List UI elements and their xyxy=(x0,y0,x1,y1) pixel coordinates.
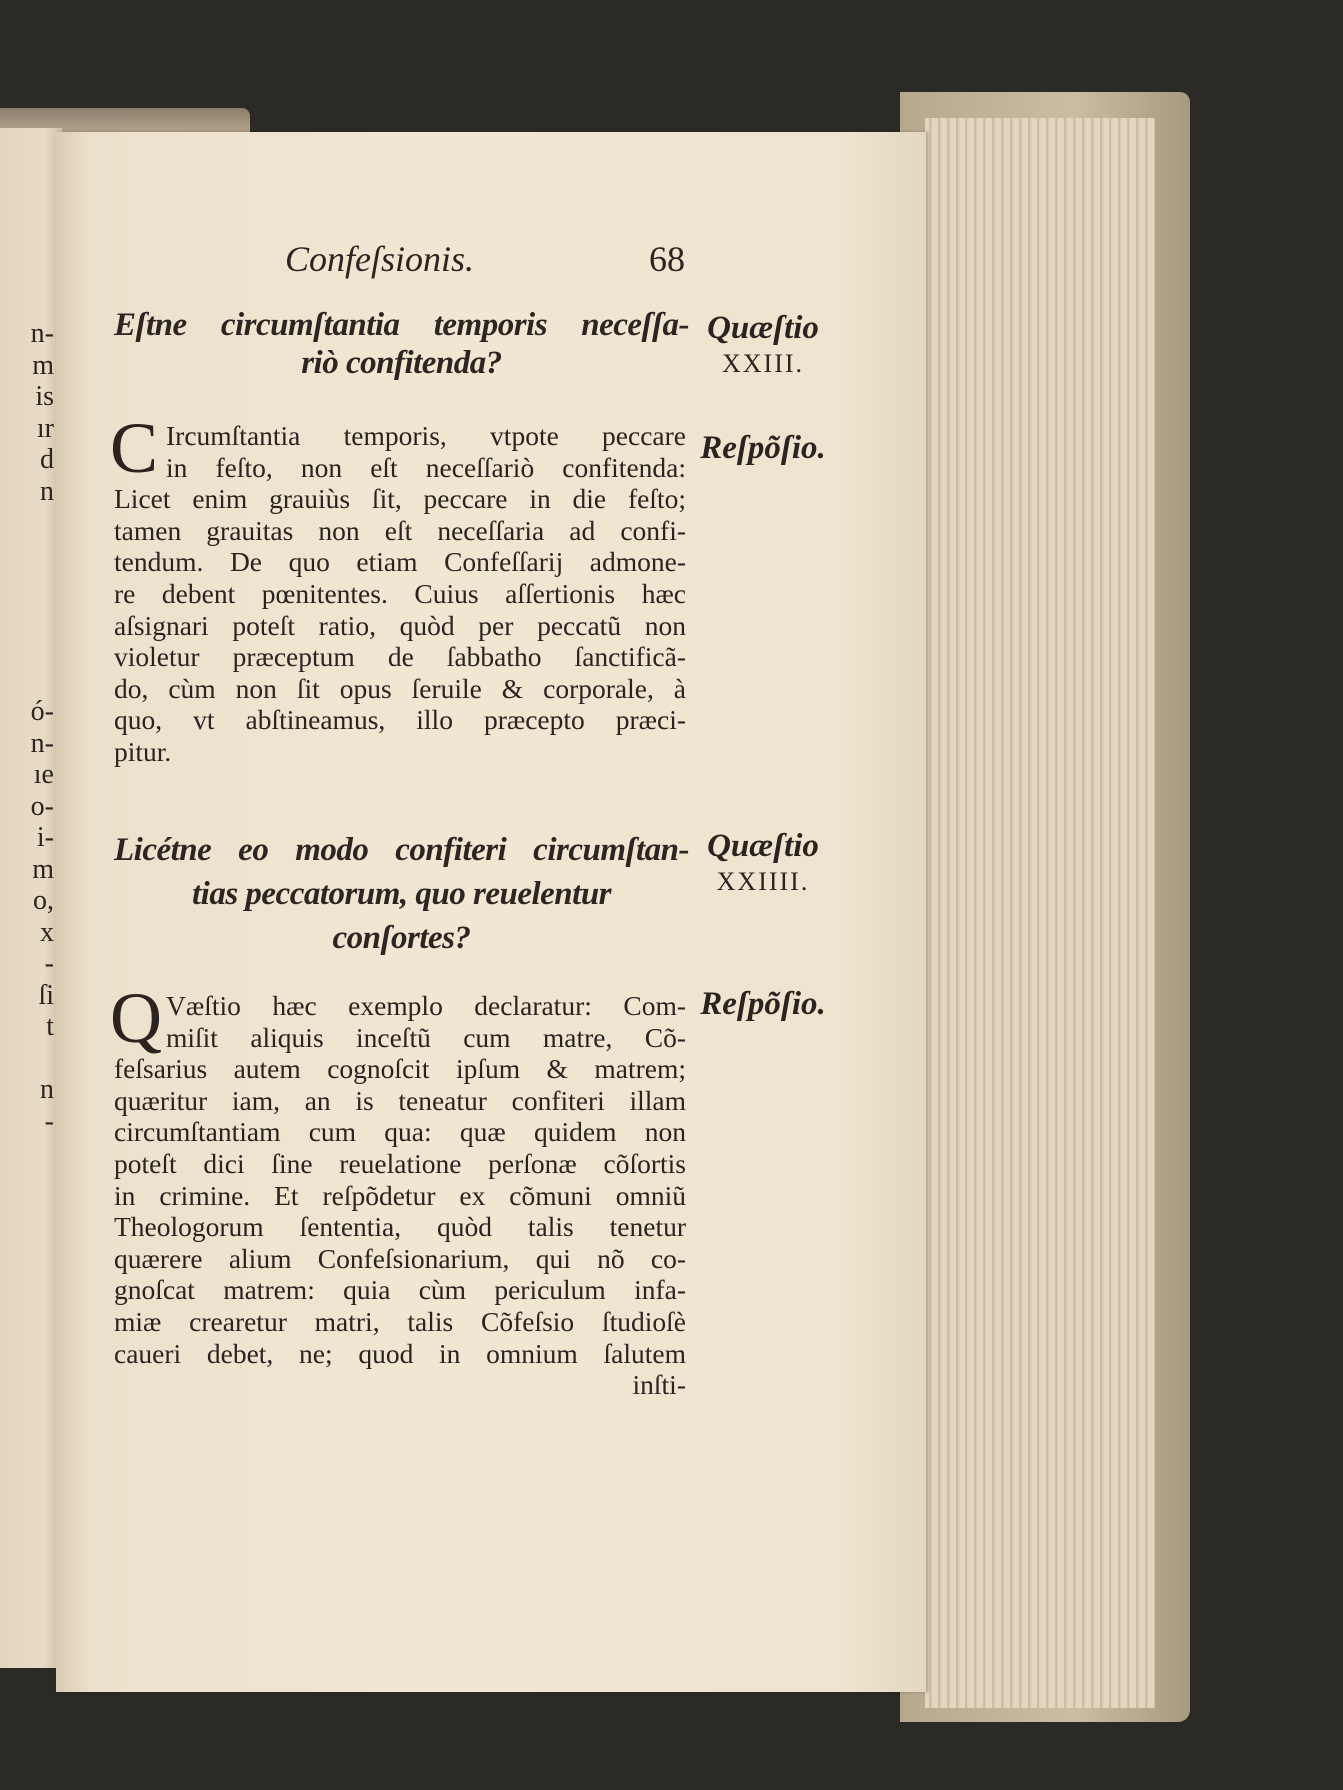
margin-note-question-24 xyxy=(693,828,833,900)
margin-note-response-24: Reſpõſio. xyxy=(700,986,826,1022)
question-line: Licétne eo modo confiteri circumſtan- xyxy=(114,832,689,868)
left-page-fragment xyxy=(4,665,54,697)
left-page-fragment xyxy=(4,1043,54,1075)
dropcap: C xyxy=(110,408,159,488)
body-line: Væſtio hæc exemplo declaratur: Com- xyxy=(166,990,686,1021)
body-line: Licet enim grauiùs ſit, peccare in die feſto; xyxy=(114,483,686,515)
left-page-fragment: n xyxy=(40,475,54,507)
page-edges xyxy=(925,118,1155,1708)
body-line: caueri debet, ne; quod in omnium ſalutem xyxy=(114,1337,686,1369)
left-page-fragment: x xyxy=(40,916,54,948)
body-line: violetur præceptum de ſabbatho ſanctificã- xyxy=(114,641,686,673)
question-heading-24 xyxy=(114,828,689,960)
margin-label: Quæſtio xyxy=(707,828,819,864)
body-line: quæritur iam, an is teneatur confiteri illam xyxy=(114,1084,686,1116)
answer-body-23 xyxy=(110,408,686,768)
left-page-fragment: is xyxy=(35,381,54,412)
running-header xyxy=(285,238,685,282)
body-line: Theologorum ſententia, quòd talis tenetur xyxy=(114,1211,686,1243)
body-line: tendum. De quo etiam Confeſſarij admone- xyxy=(114,546,686,578)
left-page-fragment: o, xyxy=(33,885,54,916)
body-line: quærere alium Confeſsionarium, qui nõ co- xyxy=(114,1242,686,1274)
page-number: 68 xyxy=(649,239,685,279)
body-line: pitur. xyxy=(114,735,172,767)
left-page-fragment: m xyxy=(32,853,54,885)
left-page-fragment: ó- xyxy=(30,696,54,727)
left-page-fragment: - xyxy=(44,948,54,979)
left-page-fragment xyxy=(4,539,54,571)
margin-label: Quæſtio xyxy=(707,310,819,346)
body-line: quo, vt abſtineamus, illo præcepto præci- xyxy=(114,704,686,736)
left-page-fragment: ır xyxy=(36,412,54,444)
margin-note-question-23 xyxy=(693,310,833,382)
left-page-fragment: ıe xyxy=(33,759,54,790)
question-line: conſortes? xyxy=(332,920,471,956)
running-title: Confeſsionis. xyxy=(285,239,475,279)
left-page-text-fragments xyxy=(4,318,54,1137)
body-line: do, cùm non ſit opus ſeruile & corporale, à xyxy=(114,672,686,704)
dropcap: Q xyxy=(110,978,162,1058)
question-heading-23 xyxy=(114,306,689,382)
left-page-fragment xyxy=(4,570,54,602)
left-page-fragment: m xyxy=(32,349,54,381)
left-page-fragment xyxy=(4,602,54,634)
body-line: aſsignari poteſt ratio, quòd per peccatũ non xyxy=(114,609,686,641)
left-page-fragment: n xyxy=(40,1074,54,1105)
question-line: Eſtne circumſtantia temporis neceſſa- xyxy=(114,307,689,343)
body-line: miſit aliquis inceſtũ cum matre, Cõ- xyxy=(166,1021,686,1053)
left-page-fragment: o- xyxy=(30,790,54,822)
question-line: riò confitenda? xyxy=(301,345,502,381)
left-page-fragment xyxy=(4,507,54,539)
margin-number: XXIIII. xyxy=(716,867,810,896)
body-line: feſsarius autem cognoſcit ipſum & matrem; xyxy=(114,1053,686,1085)
left-page-fragment: t xyxy=(46,1011,54,1042)
body-line: circumſtantiam cum qua: quæ quidem non xyxy=(114,1116,686,1148)
body-line: in feſto, non eſt neceſſariò confitenda: xyxy=(166,451,686,483)
body-line: Ircumſtantia temporis, vtpote peccare xyxy=(166,420,686,451)
left-page-fragment: n- xyxy=(30,727,54,759)
body-line: poteſt dici ſine reuelatione perſonæ cõſortis xyxy=(114,1147,686,1179)
left-page-fragment: ſi xyxy=(38,979,54,1011)
body-line: inſti- xyxy=(632,1369,686,1401)
left-page-fragment xyxy=(4,633,54,665)
left-page-fragment: - xyxy=(44,1105,54,1137)
body-line: re debent pœnitentes. Cuius aſſertionis hæc xyxy=(114,577,686,609)
answer-body-24 xyxy=(110,978,686,1401)
left-page-fragment: n- xyxy=(30,318,54,349)
margin-number: XXIII. xyxy=(721,349,805,378)
margin-note-response-23: Reſpõſio. xyxy=(700,430,826,466)
left-page-fragment: i- xyxy=(36,822,54,853)
body-line: gnoſcat matrem: quia cùm periculum infa- xyxy=(114,1274,686,1306)
body-line: tamen grauitas non eſt neceſſaria ad confi- xyxy=(114,514,686,546)
body-line: in crimine. Et reſpõdetur ex cõmuni omniũ xyxy=(114,1179,686,1211)
left-page-fragment: d xyxy=(40,444,54,475)
body-line: miæ crearetur matri, talis Cõfeſsio ſtudioſè xyxy=(114,1305,686,1337)
question-line: tias peccatorum, quo reuelentur xyxy=(191,876,612,912)
